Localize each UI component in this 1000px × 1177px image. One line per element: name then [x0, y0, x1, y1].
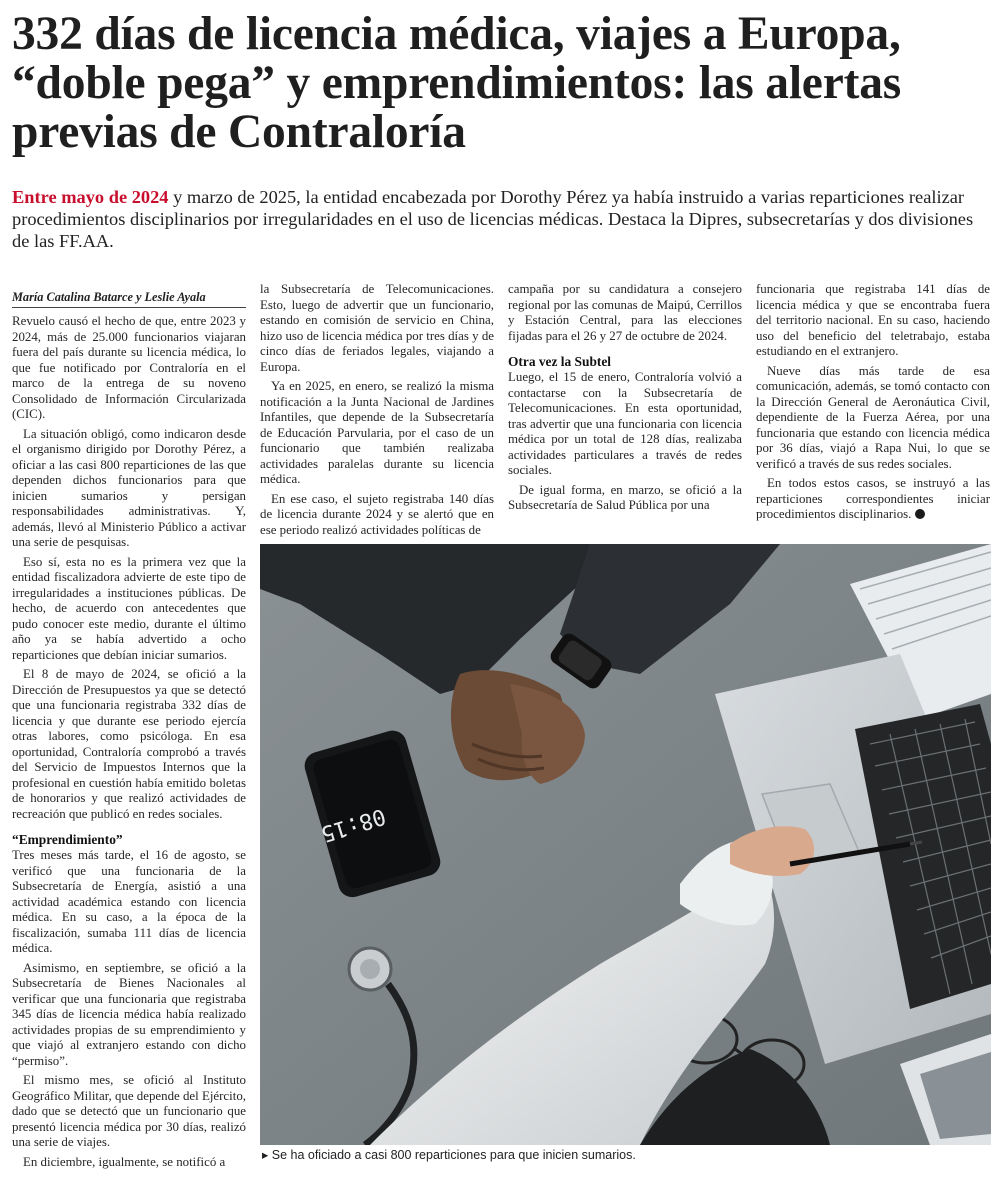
paragraph: Nueve días más tarde de esa comunicación, además, se tomó contacto con la Dirección General de Aeronáutica Civil, dependiente de la Fuerza Aérea, por una funcionaria que estando con licencia médica por 36 días, viajó a Rapa Nui, lo que se verificó a través de sus redes sociales.: [756, 363, 990, 471]
paragraph: Eso sí, esta no es la primera vez que la entidad fiscalizadora advierte de este tipo de irregularidades a instituciones públicas. De hecho, de acuerdo con antecedentes que pudo conocer este medio, durante el último año ya se había advertido a ocho reparticiones que debían iniciar sumarios.: [12, 554, 246, 662]
paragraph: En ese caso, el sujeto registraba 140 días de licencia durante 2024 y se alertó que en ese periodo realizó actividades políticas de: [260, 491, 494, 537]
paragraph: Ya en 2025, en enero, se realizó la misma notificación a la Junta Nacional de Jardines Infantiles, que depende de la Subsecretaría de Educación Parvularia, por el caso de un funcionario que también realizaba actividades paralelas durante su licencia médica.: [260, 379, 494, 486]
lead-text: y marzo de 2025, la entidad encabezada por Dorothy Pérez ya había instruido a varias reparticiones realizar procedimientos disciplinarios por irregularidades en el uso de licencias médicas. Destaca la Dipres, subsecretarías y dos divisiones de las FF.AA.: [12, 187, 974, 251]
paragraph-text: En todos estos casos, se instruyó a las reparticiones correspondientes iniciar procedimientos disciplinarios.: [756, 476, 990, 521]
photo-caption: ▸ Se ha oficiado a casi 800 reparticiones para que inicien sumarios.: [262, 1148, 636, 1162]
lead-paragraph: [12, 186, 987, 252]
subheading-otra-vez-la-subtel: Otra vez la Subtel: [508, 354, 612, 369]
paragraph: Revuelo causó el hecho de que, entre 2023 y 2024, más de 25.000 funcionarios viajaran fuera del país durante su licencia médica, lo que fue notificado por Contraloría en el marco de la entrega de su noveno Consolidado de Información Circularizada (CIC).: [12, 314, 246, 421]
paragraph: la Subsecretaría de Telecomunicaciones. Esto, luego de advertir que un funcionario, estando en comisión de servicio en China, hizo uso de licencia médica por tres días y de cinco días de feriados legales, viajando a Europa.: [260, 282, 494, 374]
article-column-1: [12, 278, 246, 1174]
paragraph: El mismo mes, se ofició al Instituto Geográfico Militar, que depende del Ejército, dado que se detectó que un funcionario que presentó licencia médica por 30 días, realizó una serie de viajes.: [12, 1073, 246, 1149]
paragraph: En diciembre, igualmente, se notificó a: [23, 1154, 226, 1169]
paragraph: [756, 476, 990, 523]
headline: 332 días de licencia médica, viajes a Europa, “doble pega” y emprendimientos: las alertas previas de Contraloría: [12, 8, 902, 158]
article-column-3: [508, 282, 742, 518]
paragraph: campaña por su candidatura a consejero regional por las comunas de Maipú, Cerrillos y Estación Central, para las elecciones fijadas para el 26 y 27 de octubre de 2024.: [508, 282, 742, 343]
paragraph: El 8 de mayo de 2024, se ofició a la Dirección de Presupuestos ya que se detectó que una funcionaria registraba 332 días de licencia y que durante ese periodo ejercía otras labores, como psicóloga. En esa oportunidad, Contraloría comprobó a través del Servicio de Impuestos Internos que la profesional en cuestión había emitido boletas de honorarios y que realizó actividades de recreación que publicó en redes sociales.: [12, 667, 246, 821]
paragraph: De igual forma, en marzo, se ofició a la Subsecretaría de Salud Pública por una: [508, 482, 742, 512]
article-photo: [260, 544, 991, 1145]
paragraph: Asimismo, en septiembre, se ofició a la Subsecretaría de Bienes Nacionales al verificar que una funcionaria que registraba 345 días de licencia médica había realizado actividades propias de su emprendimiento y que viajó al extranjero estando con dicho “permiso”.: [12, 960, 246, 1068]
paragraph: funcionaria que registraba 141 días de licencia médica y que se encontraba fuera del territorio nacional. En su caso, haciendo uso del beneficio del teletrabajo, estaba estudiando en el extranjero.: [756, 282, 990, 358]
end-of-article-icon: [915, 509, 925, 519]
article-column-4: [756, 282, 990, 527]
paragraph: La situación obligó, como indicaron desde el organismo dirigido por Dorothy Pérez, a oficiar a las casi 800 reparticiones de las que dependen dichos funcionarios para que inicien sumarios y persigan responsabilidades administrativas. Y, además, llevó al Ministerio Público a activar una serie de pesquisas.: [12, 426, 246, 549]
paragraph: Tres meses más tarde, el 16 de agosto, se verificó que una funcionaria de la Subsecretaría de Energía, asistió a una actividad académica estando con licencia médica. En su caso, a la época de la fiscalización, sumaba 111 días de licencia médica.: [12, 848, 246, 955]
subheading-emprendimiento: “Emprendimiento”: [12, 832, 123, 847]
phone-clock: 08:15: [317, 802, 389, 847]
photo-illustration: [260, 544, 991, 1145]
lead-highlight: Entre mayo de 2024: [12, 187, 169, 207]
paragraph: Luego, el 15 de enero, Contraloría volvió a contactarse con la Subsecretaría de Telecomunicaciones. En esta oportunidad, tras advertir que una funcionaria con licencia médica por un total de 128 días, realizaba actividades particulares a través de redes sociales.: [508, 370, 742, 477]
byline: María Catalina Batarce y Leslie Ayala: [12, 289, 246, 308]
article-column-2: [260, 282, 494, 542]
